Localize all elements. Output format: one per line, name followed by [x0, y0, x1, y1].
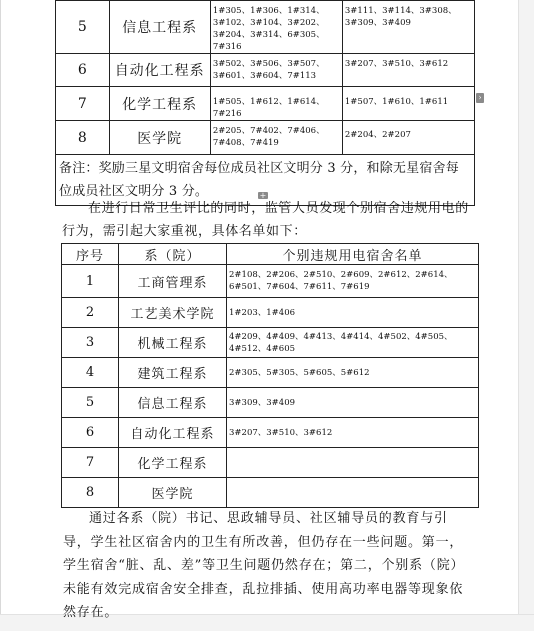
table-header-row [62, 244, 479, 265]
rooms-cell: 2#305、5#305、5#605、5#612 [227, 358, 479, 388]
department-cell: 自动化工程系 [119, 418, 227, 448]
row-number: 3 [62, 328, 119, 358]
column-header: 序号 [62, 244, 119, 265]
table-row [62, 358, 479, 388]
rooms-cell: 3#309、3#409 [227, 388, 479, 418]
table-row [62, 265, 479, 298]
rooms-cell: 1#203、1#406 [227, 298, 479, 328]
table-row [62, 328, 479, 358]
row-number: 7 [62, 448, 119, 478]
illegal-electricity-table [61, 243, 479, 508]
department-cell: 工艺美术学院 [119, 298, 227, 328]
vertical-scroll-gutter[interactable] [518, 0, 534, 630]
table-note: 备注：奖励三星文明宿舍每位成员社区文明分 3 分，和除无星宿舍每位成员社区文明分 3 分。 [56, 155, 475, 206]
table-row [56, 54, 475, 87]
rooms-cell: 2#204、2#207 [342, 121, 474, 155]
row-number: 7 [56, 87, 110, 121]
rooms-cell: 1#305、1#306、1#314、3#102、3#104、3#202、3#204、3#314、6#305、7#316 [210, 1, 342, 54]
table-row [62, 478, 479, 508]
rooms-cell: 3#502、3#506、3#507、3#601、3#604、7#113 [210, 54, 342, 87]
rooms-cell: 4#209、4#409、4#413、4#414、4#502、4#505、4#512、4#605 [227, 328, 479, 358]
department-cell: 机械工程系 [119, 328, 227, 358]
department-cell: 医学院 [109, 121, 210, 155]
department-cell: 化学工程系 [119, 448, 227, 478]
rooms-cell [227, 478, 479, 508]
department-cell: 工商管理系 [119, 265, 227, 298]
row-number: 6 [62, 418, 119, 448]
department-cell: 医学院 [119, 478, 227, 508]
row-number: 5 [56, 1, 110, 54]
table-move-handle[interactable]: + [259, 191, 267, 200]
row-number: 8 [56, 121, 110, 155]
row-number: 2 [62, 298, 119, 328]
table-row [62, 448, 479, 478]
rooms-cell: 2#108、2#206、2#510、2#609、2#612、2#614、6#501、7#604、7#611、7#619 [227, 265, 479, 298]
column-header: 个别违规用电宿舍名单 [227, 244, 479, 265]
paragraph-violation-intro: 在进行日常卫生评比的同时，监管人员发现个别宿舍违规用电的行为，需引起大家重视，具体名单如下： [62, 201, 469, 239]
rooms-cell: 3#207、3#510、3#612 [342, 54, 474, 87]
table-row [56, 87, 475, 121]
table-row [62, 298, 479, 328]
rooms-cell: 1#505、1#612、1#614、7#216 [210, 87, 342, 121]
row-number: 5 [62, 388, 119, 418]
department-cell: 信息工程系 [109, 1, 210, 54]
dormitory-rating-table [55, 0, 475, 206]
table-row [62, 418, 479, 448]
table-row [62, 388, 479, 418]
row-number: 6 [56, 54, 110, 87]
department-cell: 建筑工程系 [119, 358, 227, 388]
department-cell: 信息工程系 [119, 388, 227, 418]
table-row [56, 1, 475, 54]
rooms-cell: 3#111、3#114、3#308、3#309、3#409 [342, 1, 474, 54]
rooms-cell: 1#507、1#610、1#611 [342, 87, 474, 121]
department-cell: 化学工程系 [109, 87, 210, 121]
column-header: 系（院） [119, 244, 227, 265]
department-cell: 自动化工程系 [109, 54, 210, 87]
page-edge [0, 0, 1, 630]
table-row [56, 121, 475, 155]
row-number: 8 [62, 478, 119, 508]
row-number: 4 [62, 358, 119, 388]
rooms-cell: 2#205、7#402、7#406、7#408、7#419 [210, 121, 342, 155]
rooms-cell: 3#207、3#510、3#612 [227, 418, 479, 448]
paragraph-problems-summary: 通过各系（院）书记、思政辅导员、社区辅导员的教育与引导，学生社区宿舍内的卫生有所改善，但仍存在一些问题。第一，学生宿舍“脏、乱、差”等卫生问题仍然存在；第二，个别系（院）未能有效完成宿舍安全排查，乱拉排插、使用高功率电器等现象依然存在。 [63, 511, 465, 620]
table-resize-handle[interactable]: › [476, 93, 484, 103]
row-number: 1 [62, 265, 119, 298]
rooms-cell [227, 448, 479, 478]
